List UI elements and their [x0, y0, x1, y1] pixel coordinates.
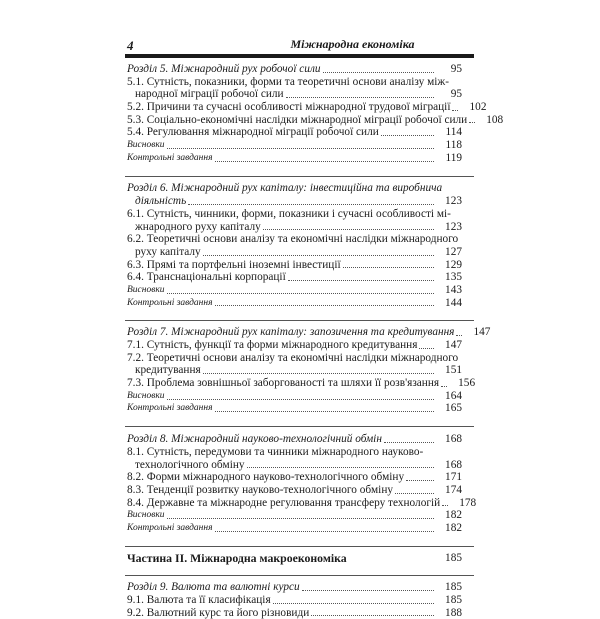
toc-entry[interactable] [127, 259, 462, 272]
toc-entry-title: 8.3. Тенденції розвитку науково-технологічного обміну [127, 483, 394, 496]
toc-entry-title: жнародного руху капіталу [135, 220, 261, 233]
toc-entry[interactable] [127, 208, 462, 221]
toc-page-number: 119 [445, 151, 462, 164]
toc-page-number: 147 [473, 326, 491, 339]
dot-leader [203, 373, 434, 374]
toc-entry[interactable] [127, 113, 504, 127]
dot-leader [419, 348, 434, 349]
table-of-contents [127, 62, 504, 619]
running-title: Міжнародна економіка [290, 37, 415, 51]
section-divider [125, 415, 474, 427]
toc-page-number: 102 [469, 101, 487, 114]
toc-entry[interactable] [127, 271, 462, 284]
toc-page-number: 144 [445, 296, 462, 309]
toc-entry-title: 9.1. Валюта та її класифікація [127, 594, 271, 607]
toc-entry[interactable] [127, 195, 462, 208]
toc-page-number: 165 [445, 402, 462, 415]
toc-entry-title: Контрольні завдання [127, 522, 213, 533]
toc-section [127, 552, 462, 565]
toc-entry-title: 7.1. Сутність, функції та форми міжнародного кредитування [127, 339, 418, 352]
toc-entry-title: 8.1. Сутність, передумови та чинники міжнародного науково- [127, 445, 424, 458]
toc-entry[interactable] [127, 339, 462, 352]
dot-leader [441, 386, 447, 387]
toc-entry[interactable] [127, 88, 462, 101]
toc-entry-title: 7.3. Проблема зовнішньої заборгованості та шляхи її розв'язання [127, 377, 440, 390]
toc-entry-title: 6.4. Транснаціональні корпорації [127, 271, 286, 284]
toc-page-number: 114 [445, 126, 462, 139]
toc-page-number: 151 [445, 364, 462, 377]
toc-section [127, 326, 491, 415]
toc-entry[interactable] [127, 63, 462, 76]
dot-leader [263, 229, 434, 230]
toc-entry-title: Розділ 8. Міжнародний науково-технологічний обмін [127, 433, 382, 446]
dot-leader [343, 267, 434, 268]
toc-page-number: 123 [445, 195, 462, 208]
toc-entry-title: технологічного обміну [135, 458, 245, 471]
section-divider [125, 535, 474, 547]
dot-leader [286, 97, 434, 98]
toc-entry[interactable] [127, 459, 462, 472]
toc-page-number: 188 [445, 606, 462, 619]
dot-leader [452, 110, 458, 111]
dot-leader [381, 135, 434, 136]
toc-entry[interactable] [127, 390, 462, 403]
toc-entry[interactable] [127, 446, 462, 459]
toc-page-number: 185 [445, 581, 462, 594]
dot-leader [167, 293, 434, 294]
toc-entry-title: 5.1. Сутність, показники, форми та теоретичні основи аналізу між- [127, 75, 449, 88]
dot-leader [188, 204, 434, 205]
toc-entry-title: Висновки [127, 510, 165, 521]
toc-entry-title: 6.2. Теоретичні основи аналізу та економічні наслідки міжнародного [127, 233, 459, 246]
toc-entry-title: Висновки [127, 284, 165, 295]
toc-section [127, 433, 477, 535]
section-divider [125, 165, 474, 177]
toc-entry-title: Висновки [127, 140, 165, 151]
toc-entry[interactable] [127, 581, 462, 594]
toc-page-number: 147 [445, 339, 462, 352]
toc-entry[interactable] [127, 297, 462, 310]
toc-section [127, 62, 504, 165]
toc-entry[interactable] [127, 594, 462, 607]
toc-entry-title: 8.2. Форми міжнародного науково-технологічного обміну [127, 471, 405, 484]
dot-leader [288, 280, 434, 281]
toc-entry-title: 5.3. Соціально-економічні наслідки міжнародної міграції робочої сили [127, 113, 468, 126]
toc-entry[interactable] [127, 101, 487, 114]
dot-leader [384, 442, 434, 443]
toc-entry[interactable] [127, 126, 462, 139]
toc-entry[interactable] [127, 352, 462, 365]
toc-entry-title: руху капіталу [135, 245, 201, 258]
dot-leader [203, 255, 434, 256]
toc-entry-title: діяльність [135, 195, 187, 208]
toc-entry[interactable] [127, 364, 462, 377]
toc-page-number: 174 [445, 483, 462, 496]
toc-entry-title: 6.3. Прямі та портфельні іноземні інвестиції [127, 258, 341, 271]
header-rule [125, 54, 474, 58]
toc-entry-title: Частина II. Міжнародна макроекономіка [127, 550, 347, 565]
page-number: 4 [127, 38, 134, 53]
toc-entry[interactable] [127, 607, 462, 619]
toc-entry[interactable] [127, 509, 462, 522]
dot-leader [247, 467, 434, 468]
toc-page-number: 123 [445, 220, 462, 233]
toc-entry[interactable] [127, 433, 462, 446]
toc-page-number: 185 [445, 594, 462, 607]
toc-entry[interactable] [127, 326, 491, 339]
dot-leader [395, 493, 434, 494]
toc-entry[interactable] [127, 139, 462, 152]
toc-entry-title: 9.2. Валютний курс та його різновиди [127, 606, 310, 619]
toc-entry[interactable] [127, 403, 462, 416]
dot-leader [167, 518, 434, 519]
toc-entry[interactable] [127, 76, 462, 89]
toc-page-number: 168 [445, 433, 462, 446]
toc-page-number: 108 [486, 113, 504, 126]
toc-entry-title: 6.1. Сутність, чинники, форми, показники і сучасні особливості мі- [127, 207, 451, 220]
toc-page-number: 143 [445, 283, 462, 296]
toc-entry-title: Розділ 5. Міжнародний рух робочої сили [127, 62, 321, 75]
toc-entry-title: Контрольні завдання [127, 403, 213, 414]
section-divider [125, 564, 474, 576]
toc-entry-title: Контрольні завдання [127, 297, 213, 308]
toc-entry[interactable] [127, 552, 462, 565]
toc-entry[interactable] [127, 522, 462, 535]
toc-entry-title: 5.4. Регулювання міжнародної міграції робочої сили [127, 126, 379, 139]
dot-leader [406, 480, 434, 481]
toc-page-number: 182 [445, 509, 462, 522]
section-divider [125, 309, 474, 321]
dot-leader [273, 603, 434, 604]
toc-page-number: 156 [458, 377, 476, 390]
dot-leader [323, 72, 434, 73]
toc-entry-title: Розділ 6. Міжнародний рух капіталу: інвестиційна та виробнича [127, 182, 443, 195]
toc-entry[interactable] [127, 484, 462, 497]
toc-entry-title: 5.2. Причини та сучасні особливості міжнародної трудової міграції [127, 101, 451, 114]
toc-entry-title: 7.2. Теоретичні основи аналізу та економічні наслідки міжнародного [127, 351, 459, 364]
toc-entry-title: Висновки [127, 390, 165, 401]
toc-page-number: 95 [450, 62, 462, 75]
dot-leader [311, 615, 434, 616]
dot-leader [215, 305, 434, 306]
toc-page-number: 135 [445, 271, 462, 284]
toc-page-number: 164 [445, 389, 462, 402]
toc-page-number: 127 [445, 245, 462, 258]
dot-leader [456, 335, 462, 336]
toc-entry[interactable] [127, 496, 477, 510]
toc-entry[interactable] [127, 221, 462, 234]
toc-page-number: 129 [445, 258, 462, 271]
toc-section [127, 183, 462, 310]
toc-entry-title: Розділ 7. Міжнародний рух капіталу: запозичення та кредитування [127, 326, 455, 339]
toc-entry-title: 8.4. Державне та міжнародне регулювання трансферу технологій [127, 496, 441, 509]
dot-leader [442, 505, 448, 506]
toc-page-number: 185 [445, 551, 462, 564]
toc-entry-title: Розділ 9. Валюта та валютні курси [127, 581, 300, 594]
toc-page-number: 171 [445, 471, 462, 484]
dot-leader [167, 148, 434, 149]
dot-leader [302, 590, 434, 591]
dot-leader [469, 122, 475, 123]
toc-entry[interactable] [127, 377, 476, 390]
toc-entry-title: кредитування [135, 364, 201, 377]
toc-section [127, 581, 462, 619]
toc-page-number: 118 [445, 139, 462, 152]
toc-entry[interactable] [127, 233, 462, 246]
toc-entry-title: народної міграції робочої сили [135, 88, 284, 101]
toc-entry[interactable] [127, 246, 462, 259]
toc-page-number: 95 [450, 88, 462, 101]
toc-page-number: 168 [445, 458, 462, 471]
toc-entry[interactable] [127, 183, 462, 196]
toc-entry[interactable] [127, 284, 462, 297]
toc-page-number: 178 [459, 496, 477, 509]
dot-leader [215, 411, 434, 412]
toc-page-number: 182 [445, 521, 462, 534]
toc-entry-title: Контрольні завдання [127, 152, 213, 163]
dot-leader [215, 161, 434, 162]
toc-entry[interactable] [127, 471, 462, 484]
dot-leader [215, 531, 434, 532]
dot-leader [167, 399, 434, 400]
toc-entry[interactable] [127, 152, 462, 165]
